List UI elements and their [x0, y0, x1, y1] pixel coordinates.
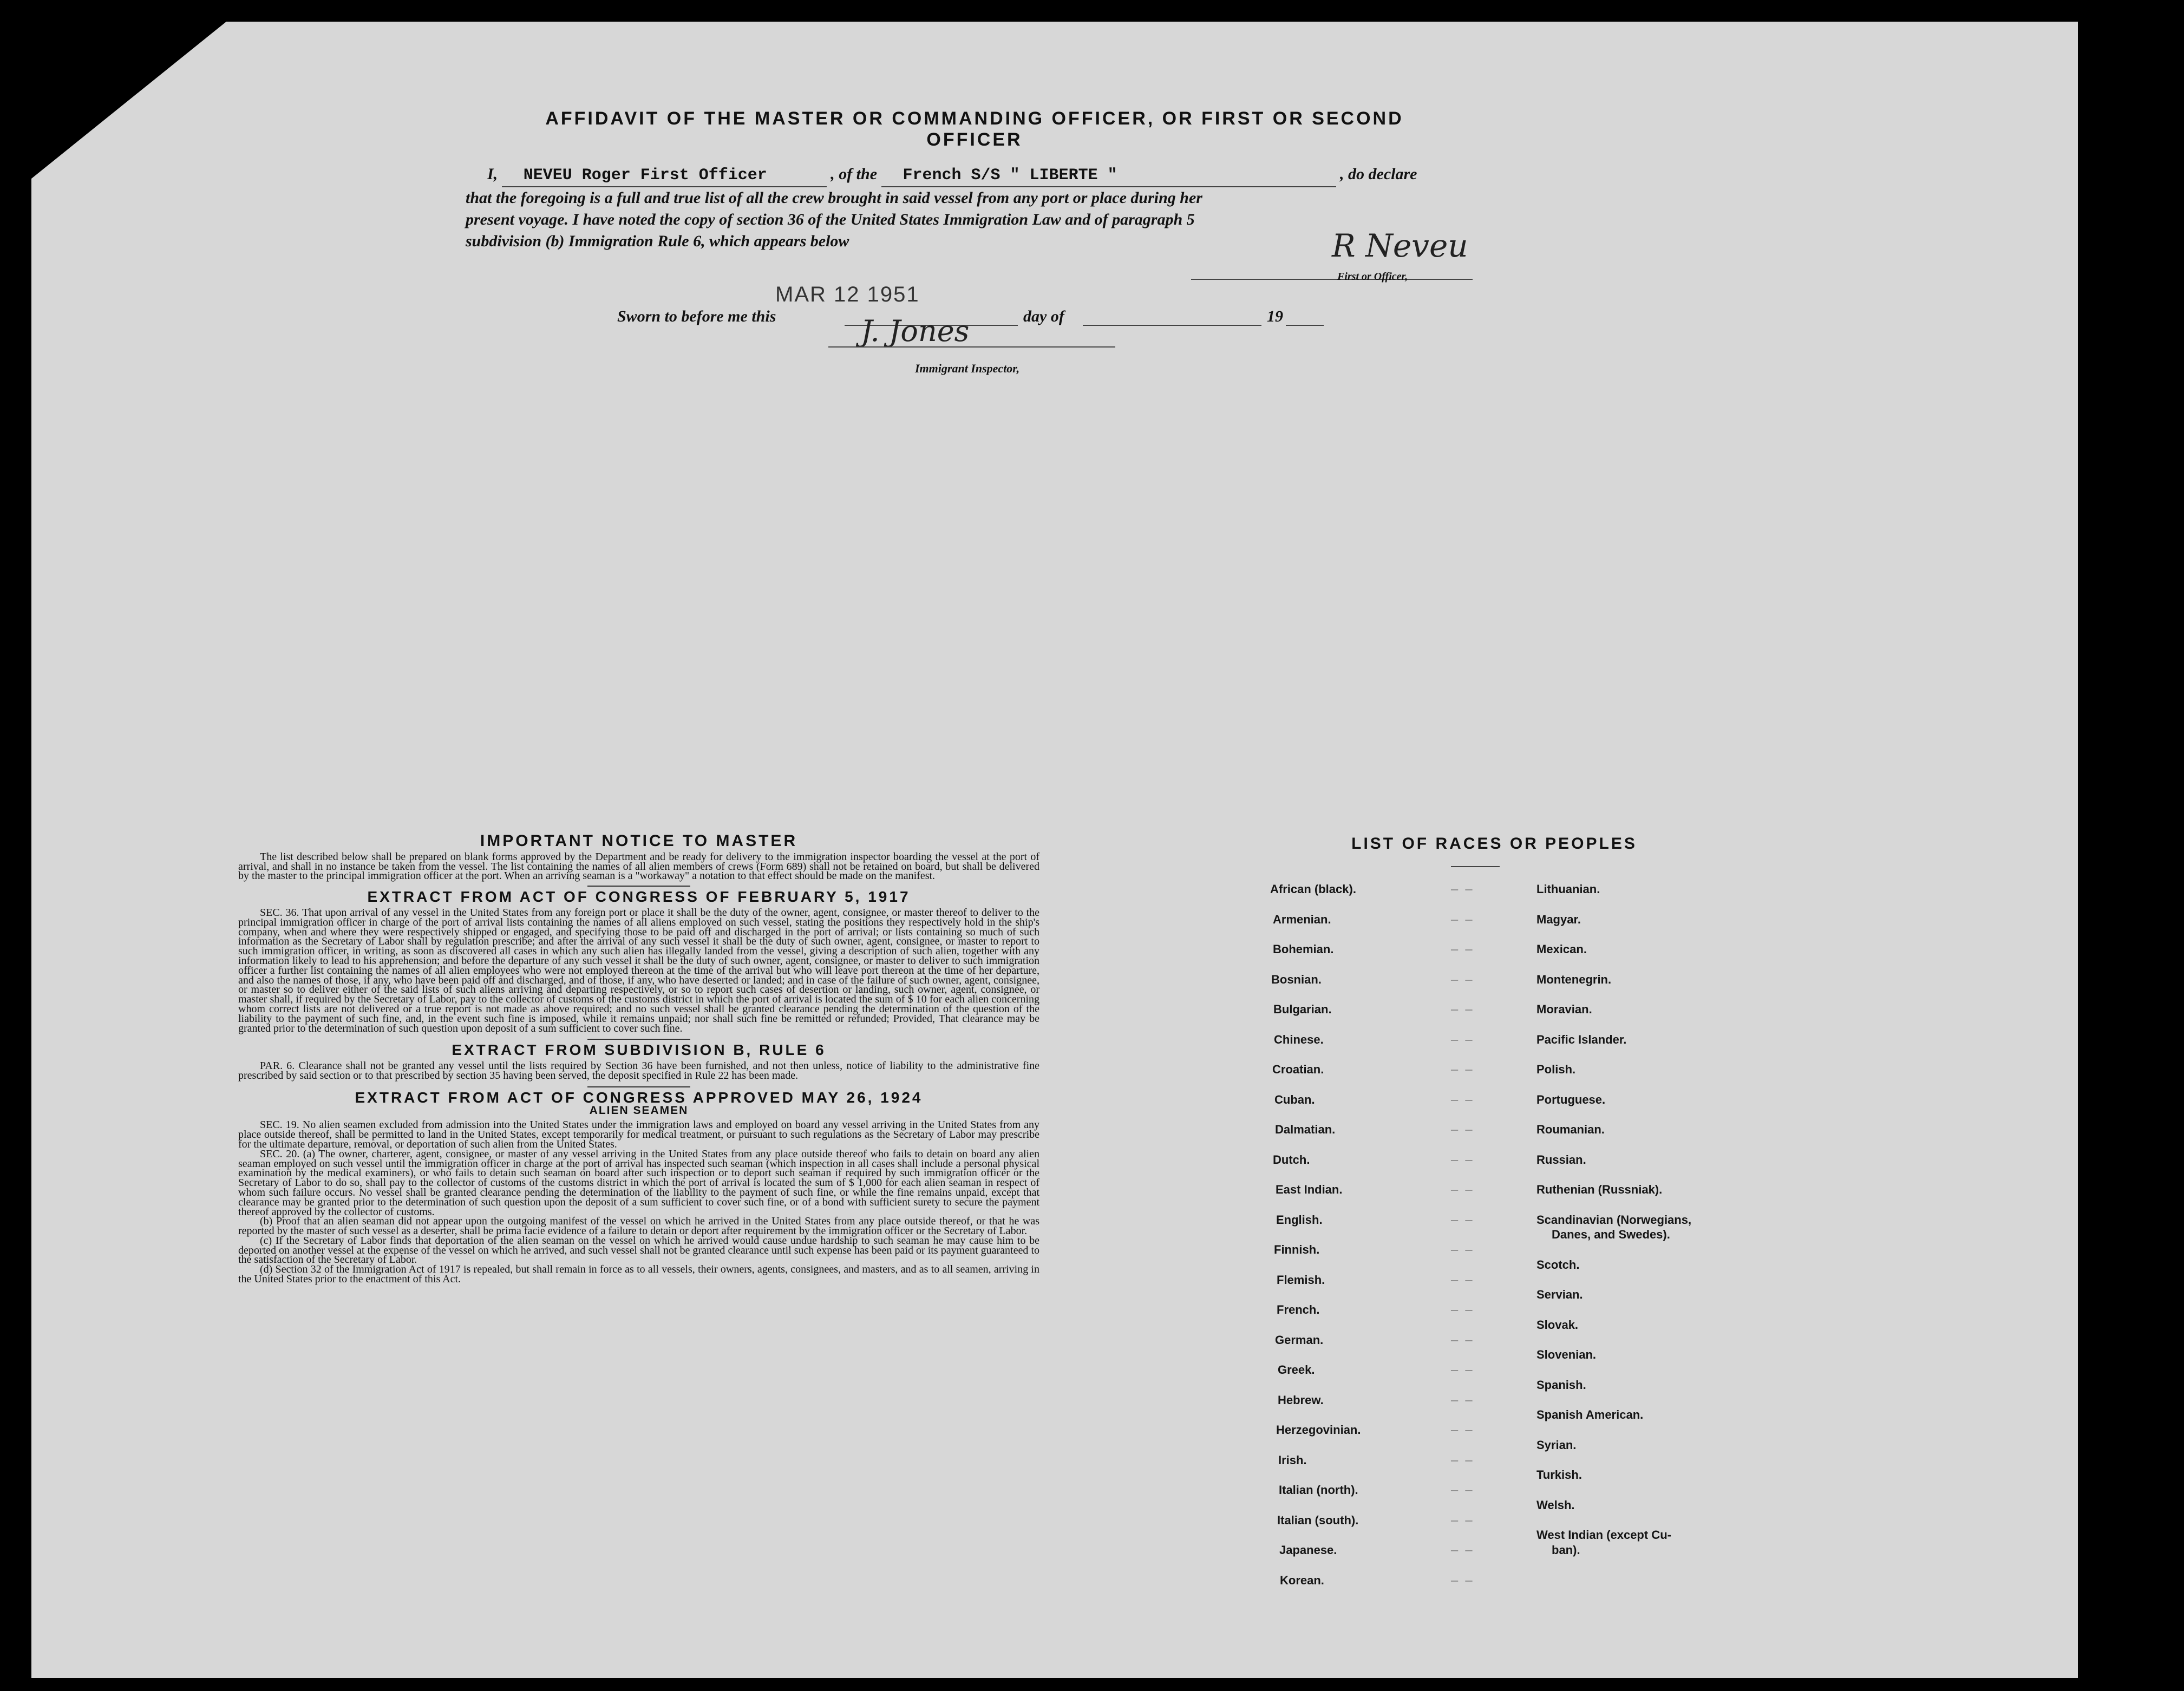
- signature-line: [1191, 279, 1473, 280]
- race-item: Bosnian.: [1271, 973, 1322, 986]
- races-title: LIST OF RACES OR PEOPLES: [1351, 835, 1637, 853]
- extract-1924-sec20b: (b) Proof that an alien seaman did not appear upon the outgoing manifest of the vessel on which he arrived in the United States from any place outside thereof, or that he was reported by the master of such vessel as a deserter, shall be prima facie evidence of a failure to detain or deport after requirement by the immigration officer or the Secretary of Labor.: [238, 1215, 1039, 1237]
- race-item: Portuguese.: [1536, 1093, 1606, 1106]
- race-item: Croatian.: [1272, 1063, 1324, 1076]
- notice-section: [238, 831, 1039, 1284]
- race-item: Dalmatian.: [1275, 1123, 1336, 1136]
- race-item: Italian (north).: [1279, 1483, 1358, 1497]
- officer-caption: First or Officer,: [1337, 271, 1408, 283]
- race-item: Spanish American.: [1536, 1408, 1644, 1421]
- race-item: Scotch.: [1536, 1258, 1580, 1271]
- affidavit-of-the: , of the: [831, 165, 878, 183]
- binder-hole: [2095, 595, 2122, 622]
- race-item: Montenegrin.: [1536, 973, 1612, 986]
- race-item: Chinese.: [1274, 1033, 1324, 1046]
- row-dashes: _ _: [1451, 1480, 1473, 1493]
- race-item: Italian (south).: [1277, 1513, 1359, 1527]
- race-item: Herzegovinian.: [1276, 1423, 1361, 1437]
- notice-title: IMPORTANT NOTICE TO MASTER: [480, 832, 798, 850]
- row-dashes: _ _: [1451, 1270, 1473, 1283]
- race-item: Ruthenian (Russniak).: [1536, 1183, 1663, 1196]
- race-item: Mexican.: [1536, 942, 1587, 956]
- race-item: Polish.: [1536, 1063, 1576, 1076]
- affidavit-line-2: that the foregoing is a full and true list of all the crew brought in said vessel from any port or place during her: [466, 189, 1202, 207]
- race-item: Dutch.: [1273, 1153, 1310, 1166]
- day-of-label: day of: [1023, 307, 1064, 325]
- race-item: Servian.: [1536, 1288, 1583, 1301]
- affidavit-declare: , do declare: [1340, 165, 1417, 183]
- extract-rule6-title: EXTRACT FROM SUBDIVISION B, RULE 6: [452, 1041, 826, 1059]
- row-dashes: _ _: [1451, 1360, 1473, 1373]
- inspector-signature: J. Jones: [861, 314, 970, 348]
- race-item: East Indian.: [1276, 1183, 1343, 1196]
- extract-rule6-text: PAR. 6. Clearance shall not be granted any vessel until the lists required by Section 36 have been furnished, and not then unless, notice of liability to the administrative fine prescribed by said section or to that prescribed by section 35 having been served, the deposit specified in Rule 22 has been made.: [238, 1060, 1039, 1082]
- officer-signature: R Neveu: [1332, 227, 1468, 264]
- race-item: Pacific Islander.: [1536, 1033, 1627, 1046]
- binder-hole: [2091, 173, 2118, 200]
- race-item: Bohemian.: [1273, 942, 1334, 956]
- row-dashes: _ _: [1451, 1570, 1473, 1584]
- row-dashes: _ _: [1451, 1119, 1473, 1133]
- binder-hole: [2093, 257, 2120, 284]
- row-dashes: _ _: [1451, 1090, 1473, 1103]
- binder-hole: [2100, 1164, 2127, 1191]
- affidavit-line-4: subdivision (b) Immigration Rule 6, which appears below: [466, 232, 849, 250]
- row-dashes: _ _: [1451, 1540, 1473, 1554]
- extract-1924-sec20c: (c) If the Secretary of Labor finds that deportation of the alien seaman on the vessel on which he arrived would cause undue hardship to such seaman he may cause him to be deported on another vessel at the expense of the vessel on which he arrived, and such vessel shall not be granted clearance until such expense has been paid or its payment guaranteed to the satisfaction of the Secretary of Labor.: [238, 1234, 1039, 1266]
- race-item: English.: [1276, 1213, 1323, 1227]
- race-item: Slovak.: [1536, 1318, 1579, 1332]
- race-item: Welsh.: [1536, 1498, 1575, 1512]
- affidavit-line-3: present voyage. I have noted the copy of section 36 of the United States Immigration Law and of paragraph 5: [466, 211, 1195, 228]
- binder-hole: [2097, 1077, 2124, 1104]
- race-item: West Indian (except Cu-: [1536, 1528, 1671, 1542]
- extract-1917-text: SEC. 36. That upon arrival of any vessel in the United States from any foreign port or place it shall be the duty of the owner, agent, consignee, or master thereof to deliver to the principal immigration officer in charge of the port of arrival lists containing the names of all aliens employed on such vessel, stating the positions they respectively hold in the ship's company, when and where they were respectively shipped or engaged, and specifying those to be paid off and discharged in the port of arrival; or lists containing so much of such information as the Secretary of Labor shall by regulation prescribe; and after the arrival of any such vessel it shall be the duty of such owner, agent, consignee, or master to report to such immigration officer, in writing, as soon as discovered all cases in which any such alien has illegally landed from the vessel, giving a description of such alien, together with any information likely to lead to his apprehension; and before the departure of any such vessel it shall be the duty of such owner, agent, consignee, or master to deliver to such immigration officer a further list containing the names of all alien employees who were not employed thereon at the time of the arrival but who will leave port thereon at the time of her departure, and also the names of those, if any, who have been paid off and discharged, and of those, if any, who have deserted or landed; and in case of the failure of such owner, agent, consignee, or master so to deliver either of the said lists of such aliens arriving and departing respectively, or so to report such cases of desertion or landing, such owner, agent, consignee, or master shall, if required by the Secretary of Labor, pay to the collector of customs of the customs district in which the port of arrival is located the sum of $ 10 for each alien concerning whom correct lists are not delivered or a true report is not made as above required; and no such vessel shall be granted clearance pending the determination of the question of the liability to the payment of such fine, and, in the event such fine is imposed, while it remains unpaid; nor shall such fine be remitted or refunded; Provided, That clearance may be granted prior to the determination of such question upon deposit of a sum sufficient to cover such fine.: [238, 906, 1039, 1034]
- row-dashes: _ _: [1451, 1510, 1473, 1524]
- sworn-label: Sworn to before me this: [617, 307, 776, 325]
- extract-1924-title: EXTRACT FROM ACT OF CONGRESS APPROVED MAY 26, 1924: [355, 1089, 923, 1106]
- extract-1924-subtitle: ALIEN SEAMEN: [589, 1104, 689, 1117]
- affidavit-i: I,: [487, 165, 498, 183]
- divider: [587, 1039, 690, 1040]
- race-item: Hebrew.: [1278, 1393, 1324, 1407]
- row-dashes: _ _: [1451, 1059, 1473, 1073]
- race-item: Irish.: [1278, 1453, 1307, 1467]
- race-item: African (black).: [1270, 882, 1356, 896]
- race-item: Cuban.: [1274, 1093, 1315, 1106]
- row-dashes: _ _: [1451, 1300, 1473, 1313]
- divider: [1451, 866, 1500, 867]
- race-item: Scandinavian (Norwegians,: [1536, 1213, 1692, 1227]
- officer-name-field: NEVEU Roger First Officer: [502, 165, 827, 187]
- date-stamp: MAR 12 1951: [775, 283, 920, 306]
- affidavit-title: AFFIDAVIT OF THE MASTER OR COMMANDING OFFICER, OR FIRST OR SECOND OFFICER: [545, 108, 1404, 150]
- row-dashes: _ _: [1451, 1330, 1473, 1343]
- affidavit-line-1: [466, 163, 1494, 187]
- row-dashes: _ _: [1451, 1420, 1473, 1433]
- race-item: Roumanian.: [1536, 1123, 1605, 1136]
- race-item: Magyar.: [1536, 913, 1581, 926]
- binder-hole: [2101, 1426, 2128, 1453]
- extract-1924-sec19: SEC. 19. No alien seamen excluded from admission into the United States under the immigration laws and employed on board any vessel arriving in the United States from any place outside thereof, shall be permitted to land in the United States, except temporarily for medical treatment, or pursuant to such regulations as the Secretary of Labor may prescribe for the ultimate departure, removal, or deportation of such alien from the United States.: [238, 1119, 1039, 1150]
- notice-intro: The list described below shall be prepared on blank forms approved by the Department and be ready for delivery to the immigration inspector boarding the vessel at the port of arrival, and shall in no instance be taken from the vessel. The list containing the names of all alien members of crews (Form 689) shall not be retained on board, but shall be delivered by the master to the principal immigration officer at the port. When an arriving seaman is a "workaway" a notation to that effect should be made on the manifest.: [238, 850, 1039, 882]
- binder-hole: [2090, 107, 2117, 134]
- inspector-line: [828, 346, 1115, 348]
- race-item: Korean.: [1280, 1574, 1324, 1587]
- race-item: German.: [1275, 1333, 1324, 1347]
- race-item: Russian.: [1536, 1153, 1586, 1166]
- row-dashes: _ _: [1451, 939, 1473, 953]
- divider: [587, 886, 690, 887]
- row-dashes: _ _: [1451, 879, 1473, 893]
- row-dashes: _ _: [1451, 1179, 1473, 1193]
- row-dashes: _ _: [1451, 1390, 1473, 1404]
- race-item: French.: [1277, 1303, 1320, 1316]
- extract-1917-title: EXTRACT FROM ACT OF CONGRESS OF FEBRUARY 5, 1917: [367, 888, 911, 906]
- race-item: Turkish.: [1536, 1468, 1582, 1482]
- race-item: Syrian.: [1536, 1438, 1577, 1452]
- row-dashes: _ _: [1451, 969, 1473, 983]
- race-item: Slovenian.: [1536, 1348, 1597, 1361]
- year-line: [1286, 325, 1324, 326]
- vessel-name-field: French S/S " LIBERTE ": [881, 165, 1336, 187]
- race-item: Lithuanian.: [1536, 882, 1600, 896]
- divider: [587, 1086, 690, 1087]
- race-item: Flemish.: [1277, 1273, 1325, 1287]
- race-item: Armenian.: [1273, 913, 1331, 926]
- year-label: 19: [1267, 307, 1283, 325]
- row-dashes: _ _: [1451, 1210, 1473, 1223]
- race-item: ban).: [1552, 1543, 1580, 1557]
- race-item: Moravian.: [1536, 1002, 1592, 1016]
- row-dashes: _ _: [1451, 1450, 1473, 1464]
- binder-hole: [2102, 1510, 2129, 1537]
- extract-1924-sec20a: SEC. 20. (a) The owner, charterer, agent, consignee, or master of any vessel arriving in the United States from any place outside thereof who fails to detain on board any alien seaman employed on such vessel until the immigration officer in charge at the port of arrival has inspected such seaman (which inspection in all cases shall include a personal physical examination by the medical examiners), or who fails to detain such seaman on board after such inspection or to deport such seaman if required by such immigration officer or the Secretary of Labor to do so, shall pay to the collector of customs of the customs district in which the port of arrival is located the sum of $ 1,000 for each alien seaman in respect of whom such failure occurs. No vessel shall be granted clearance pending the determination of the liability to the payment of such fine, or while the fine remains unpaid, except that clearance may be granted prior to the determination of such question upon the deposit of a sum sufficient to cover such fine, or of a bond with sufficient surety to secure the payment thereof approved by the collector of customs.: [238, 1148, 1039, 1218]
- row-dashes: _ _: [1451, 1240, 1473, 1253]
- row-dashes: _ _: [1451, 1150, 1473, 1163]
- race-item: Bulgarian.: [1273, 1002, 1332, 1016]
- race-item: Danes, and Swedes).: [1552, 1228, 1670, 1241]
- row-dashes: _ _: [1451, 909, 1473, 923]
- binder-hole: [2094, 509, 2121, 536]
- month-line: [1083, 325, 1261, 326]
- row-dashes: _ _: [1451, 1030, 1473, 1043]
- row-dashes: _ _: [1451, 999, 1473, 1013]
- race-item: Finnish.: [1274, 1243, 1320, 1256]
- inspector-caption: Immigrant Inspector,: [915, 362, 1020, 375]
- race-item: Greek.: [1278, 1363, 1315, 1377]
- extract-1924-sec20d: (d) Section 32 of the Immigration Act of 1917 is repealed, but shall remain in force as to all vessels, their owners, agents, consignees, and masters, and as to all seamen, arriving in the United States prior to the enactment of this Act.: [238, 1263, 1039, 1286]
- race-item: Japanese.: [1279, 1543, 1337, 1557]
- race-item: Spanish.: [1536, 1378, 1586, 1392]
